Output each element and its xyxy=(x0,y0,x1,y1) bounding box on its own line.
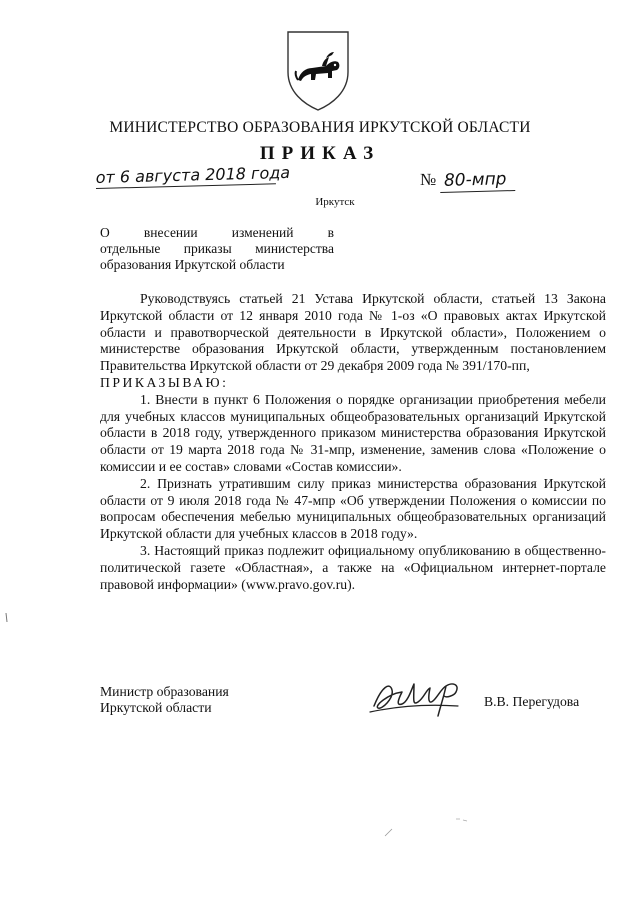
ministry-name: МИНИСТЕРСТВО ОБРАЗОВАНИЯ ИРКУТСКОЙ ОБЛАСТИ xyxy=(109,119,531,136)
scan-speck xyxy=(383,826,395,838)
city: Иркутск xyxy=(315,196,355,208)
signer-position xyxy=(100,684,229,716)
signature-icon xyxy=(368,676,480,720)
position-line: Иркутской области xyxy=(100,700,212,715)
number-prefix: № xyxy=(420,170,437,189)
document-type: ПРИКАЗ xyxy=(259,143,381,164)
subject-line: отдельные приказы министерства xyxy=(100,241,334,256)
number-value: 80-мпр xyxy=(440,169,515,193)
order-word: ПРИКАЗЫВАЮ: xyxy=(100,374,229,390)
document-body xyxy=(100,291,606,593)
position-line: Министр образования xyxy=(100,684,229,699)
subject-line: О внесении изменений в xyxy=(100,225,334,240)
document-number xyxy=(420,170,515,192)
document-subject xyxy=(100,225,334,273)
signer-name: В.В. Перегудова xyxy=(484,694,580,709)
scan-speck xyxy=(4,612,10,624)
coat-of-arms-icon xyxy=(282,28,354,112)
scan-speck xyxy=(455,815,469,823)
order-item: 2. Признать утратившим силу приказ министерства образования Иркутской области от 9 июля 2018 года № 47-мпр «Об утверждении Положения о комиссии по вопросам обеспечения мебелью муниципальных общеобразовательных организаций Иркутской области для учебных классов в 2018 году». xyxy=(100,475,606,542)
document-date: от 6 августа 2018 года xyxy=(95,162,291,188)
preamble-paragraph: Руководствуясь статьей 21 Устава Иркутской области, статьей 13 Закона Иркутской области от 12 января 2010 года № 1-оз «О правовых актах Иркутской области и правотворческой деятельности в Иркутской области», Положением о министерстве образования Иркутской области, утвержденным постановлением Правительства Иркутской области от 29 декабря 2009 года № 391/170-пп, xyxy=(100,291,606,374)
subject-line: образования Иркутской области xyxy=(100,257,285,272)
order-item: 1. Внести в пункт 6 Положения о порядке организации приобретения мебели для учебных классов муниципальных общеобразовательных организаций Иркутской области в 2018 году, утвержденного приказом министерства образования Иркутской области от 19 марта 2018 года № 31-мпр, изменение, заменив слова «Положение о комиссии и ее состав» словами «Состав комиссии». xyxy=(100,391,606,474)
order-item: 3. Настоящий приказ подлежит официальному опубликованию в общественно-политической газете «Областная», а также на «Официальном интернет-портале правовой информации» (www.pravo.gov.ru). xyxy=(100,542,606,592)
